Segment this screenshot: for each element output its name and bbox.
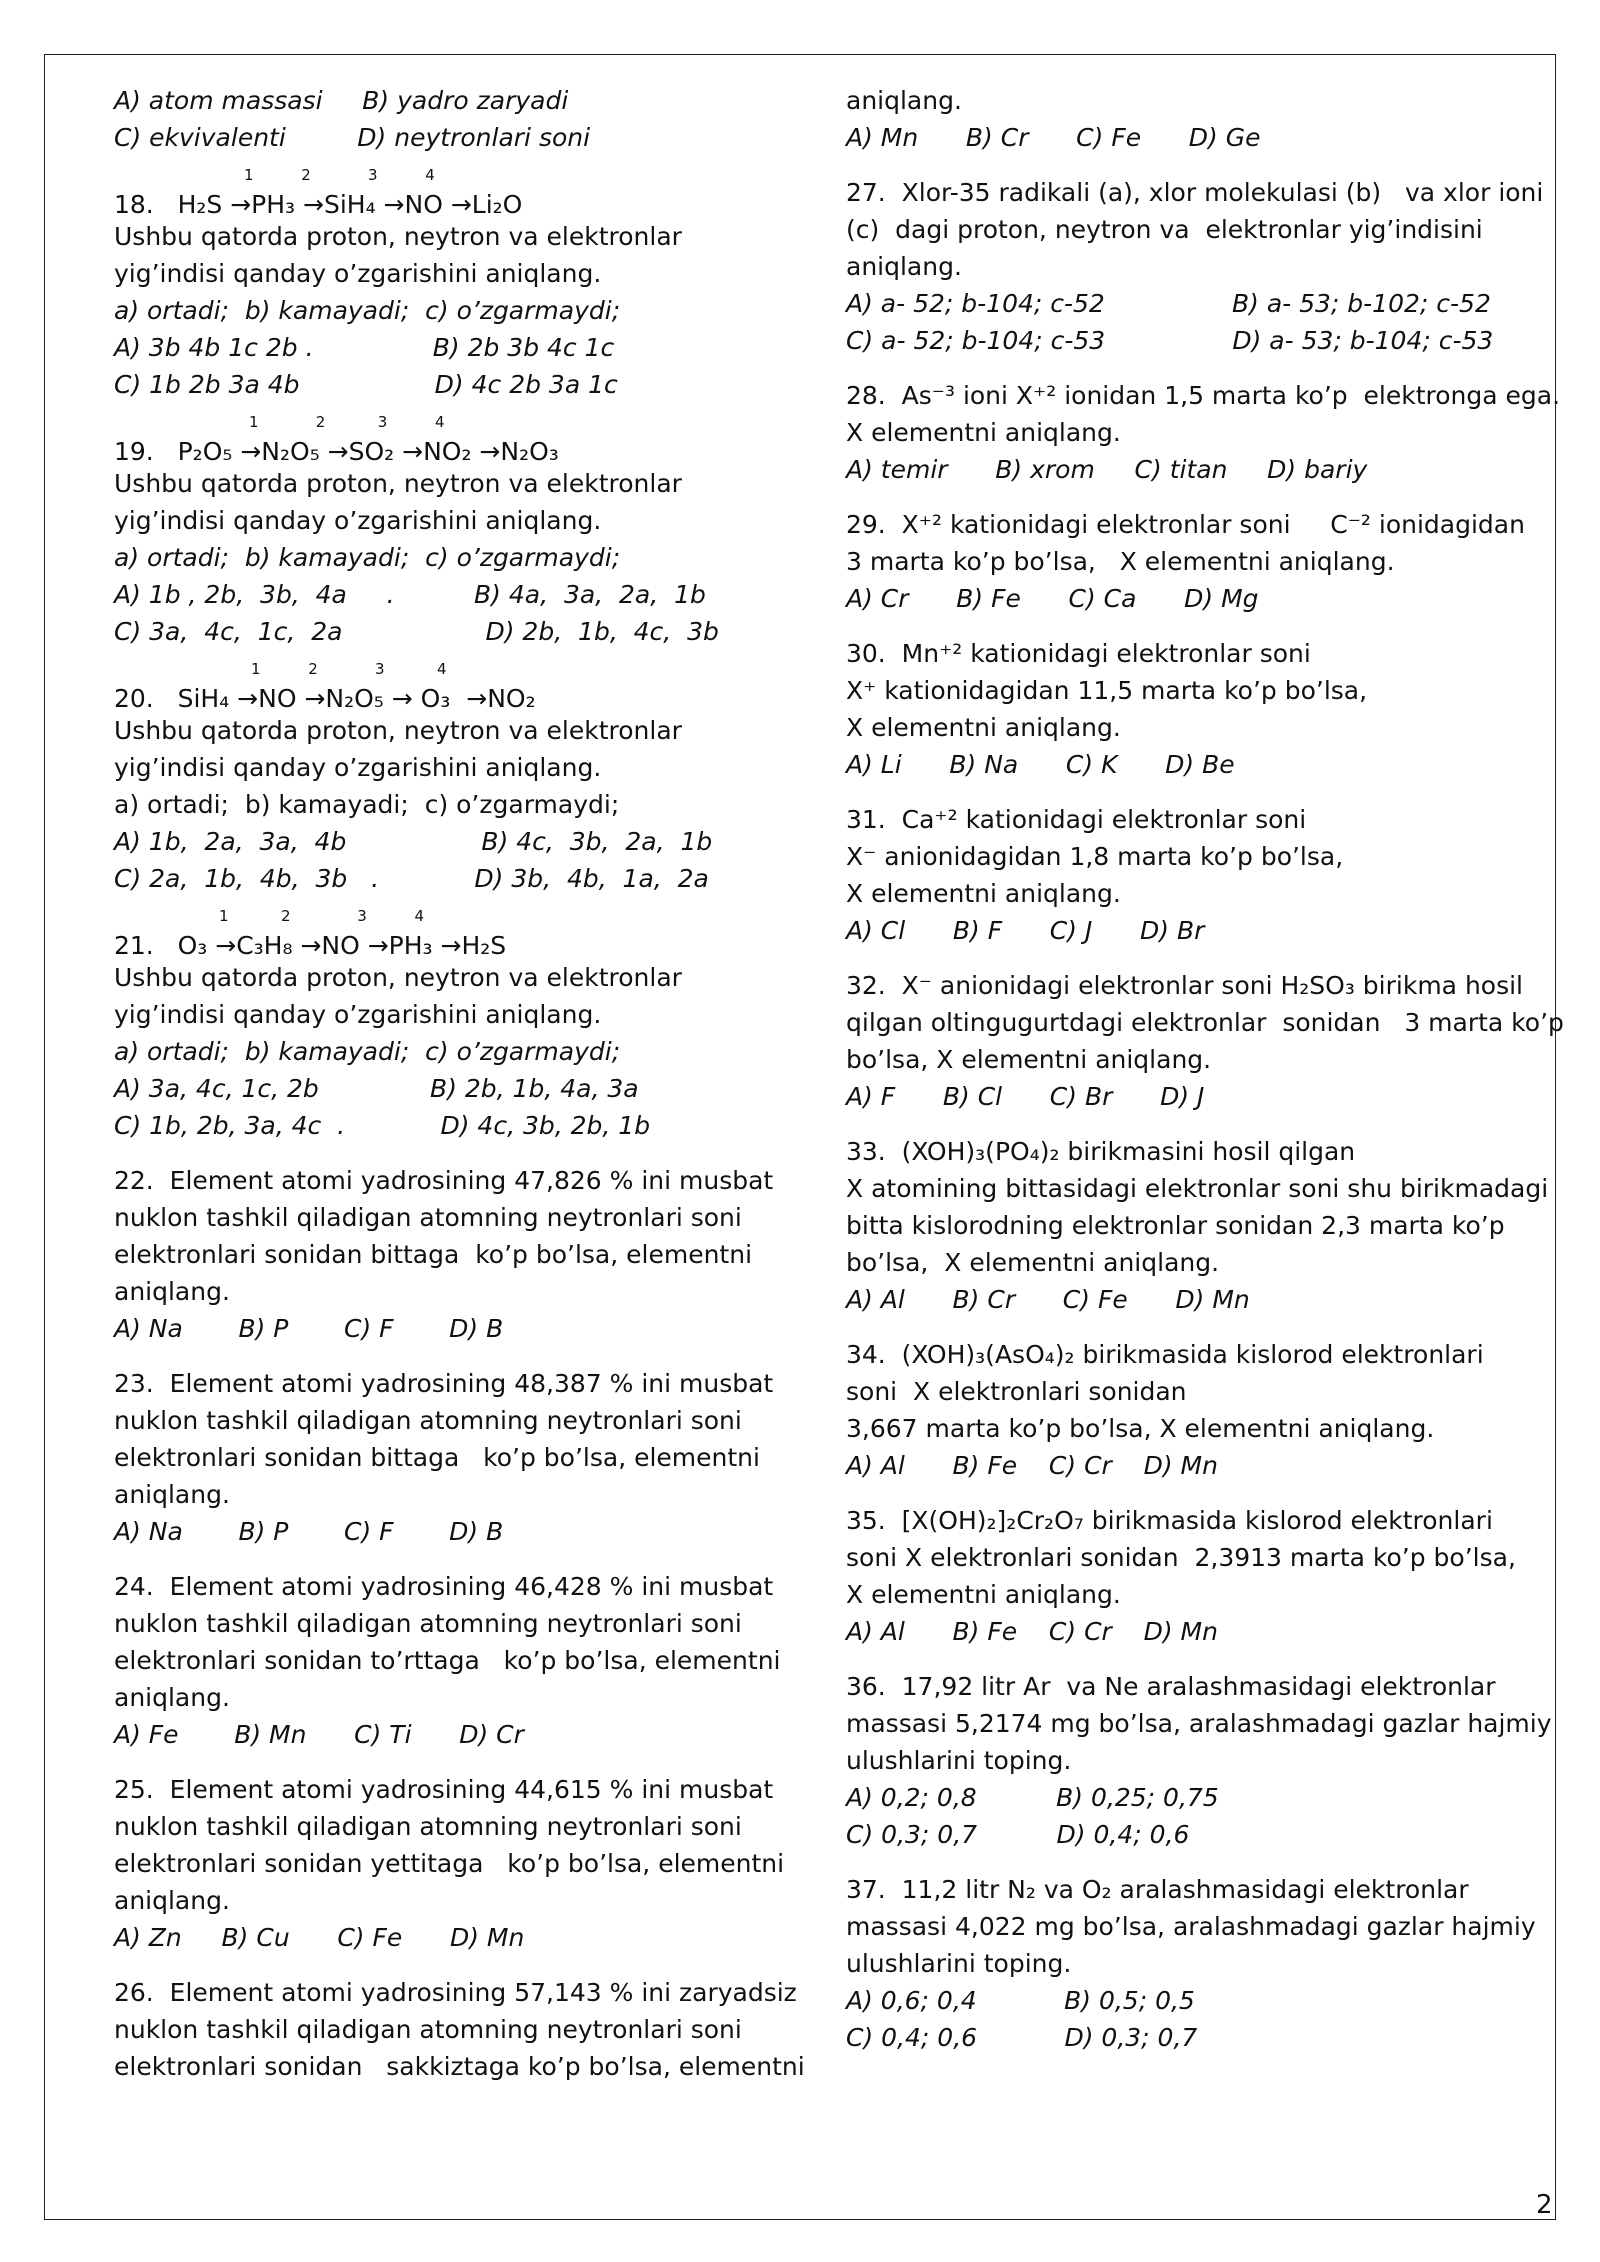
question-line: X⁺ kationidagidan 11,5 marta ko’p bo’lsa, [846,676,1368,705]
question-line: (c) dagi proton, neytron va elektronlar yig’indisini [846,215,1483,244]
answer-line: A) 1b, 2a, 3a, 4b B) 4c, 3b, 2a, 1b [114,827,713,856]
answer-line: A) 3a, 4c, 1c, 2b B) 2b, 1b, 4a, 3a [114,1074,639,1103]
question-line: 26. Element atomi yadrosining 57,143 % ini zaryadsiz [114,1978,797,2007]
answer-line: A) 0,2; 0,8 B) 0,25; 0,75 [846,1783,1219,1812]
arrow-step-numbers: 1 2 3 4 [244,166,435,184]
question-line: nuklon tashkil qiladigan atomning neytronlari soni [114,1812,742,1841]
answer-line: A) Fe B) Mn C) Ti D) Cr [114,1720,524,1749]
answer-line: A) temir B) xrom C) titan D) bariy [846,455,1368,484]
answer-line: C) 0,3; 0,7 D) 0,4; 0,6 [846,1820,1190,1849]
answer-line: A) Al B) Fe C) Cr D) Mn [846,1617,1218,1646]
reaction-chain [114,907,794,960]
question-line: X elementni aniqlang. [846,1580,1121,1609]
answer-line: A) 0,6; 0,4 B) 0,5; 0,5 [846,1986,1195,2015]
question-line: 32. X⁻ anionidagi elektronlar soni H₂SO₃ birikma hosil [846,971,1524,1000]
question-line: elektronlari sonidan bittaga ko’p bo’lsa, elementni [114,1443,760,1472]
reaction-chain [114,413,794,466]
question-line: aniqlang. [846,86,962,115]
answer-line: C) ekvivalenti D) neytronlari soni [114,123,591,152]
answer-line: A) Cr B) Fe C) Ca D) Mg [846,584,1259,613]
answer-line: a) ortadi; b) kamayadi; c) o’zgarmaydi; [114,296,621,325]
arrow-step-numbers: 1 2 3 4 [219,907,425,925]
answer-line: a) ortadi; b) kamayadi; c) o’zgarmaydi; [114,1037,621,1066]
question-line: ulushlarini toping. [846,1949,1072,1978]
question-line: massasi 5,2174 mg bo’lsa, aralashmadagi gazlar hajmiy [846,1709,1552,1738]
left-column [114,82,805,2085]
answer-line: A) a- 52; b-104; c-52 B) a- 53; b-102; c-52 [846,289,1491,318]
answer-line: A) 3b 4b 1c 2b . B) 2b 3b 4c 1c [114,333,615,362]
answer-line: A) 1b , 2b, 3b, 4a . B) 4a, 3a, 2a, 1b [114,580,706,609]
question-line: 30. Mn⁺² kationidagi elektronlar soni [846,639,1311,668]
question-line: 18. H₂S →PH₃ →SiH₄ →NO →Li₂O [114,190,523,219]
answer-line: A) Al B) Fe C) Cr D) Mn [846,1451,1218,1480]
question-line: 22. Element atomi yadrosining 47,826 % ini musbat [114,1166,774,1195]
question-line: Ushbu qatorda proton, neytron va elektronlar [114,222,682,251]
question-line: nuklon tashkil qiladigan atomning neytronlari soni [114,1203,742,1232]
question-line: bo’lsa, X elementni aniqlang. [846,1045,1212,1074]
question-line: aniqlang. [114,1886,230,1915]
question-line: 24. Element atomi yadrosining 46,428 % ini musbat [114,1572,774,1601]
question-line: X elementni aniqlang. [846,418,1121,447]
question-line: aniqlang. [114,1683,230,1712]
question-line: yig’indisi qanday o’zgarishini aniqlang. [114,259,602,288]
question-line: ulushlarini toping. [846,1746,1072,1775]
answer-line: C) 1b, 2b, 3a, 4c . D) 4c, 3b, 2b, 1b [114,1111,651,1140]
question-line: 34. (XOH)₃(AsO₄)₂ birikmasida kislorod elektronlari [846,1340,1484,1369]
arrow-step-numbers: 1 2 3 4 [249,413,445,431]
question-line: aniqlang. [846,252,962,281]
question-line: 28. As⁻³ ioni X⁺² ionidan 1,5 marta ko’p elektronga ega. [846,381,1561,410]
answer-line: A) Na B) P C) F D) B [114,1314,504,1343]
question-line: nuklon tashkil qiladigan atomning neytronlari soni [114,1406,742,1435]
question-line: 21. O₃ →C₃H₈ →NO →PH₃ →H₂S [114,931,507,960]
question-line: elektronlari sonidan yettitaga ko’p bo’lsa, elementni [114,1849,785,1878]
question-line: yig’indisi qanday o’zgarishini aniqlang. [114,753,602,782]
reaction-chain [114,660,794,713]
question-line: 37. 11,2 litr N₂ va O₂ aralashmasidagi elektronlar [846,1875,1469,1904]
question-line: soni X elektronlari sonidan 2,3913 marta ko’p bo’lsa, [846,1543,1516,1572]
question-line: 29. X⁺² kationidagi elektronlar soni C⁻² ionidagidan [846,510,1525,539]
question-line: 33. (XOH)₃(PO₄)₂ birikmasini hosil qilgan [846,1137,1356,1166]
question-line: nuklon tashkil qiladigan atomning neytronlari soni [114,1609,742,1638]
answer-line: A) atom massasi B) yadro zaryadi [114,86,569,115]
question-line: Ushbu qatorda proton, neytron va elektronlar [114,469,682,498]
answer-line: C) 0,4; 0,6 D) 0,3; 0,7 [846,2023,1198,2052]
question-line: qilgan oltingugurtdagi elektronlar sonidan 3 marta ko’p [846,1008,1564,1037]
question-line: 19. P₂O₅ →N₂O₅ →SO₂ →NO₂ →N₂O₃ [114,437,559,466]
answer-line: A) Na B) P C) F D) B [114,1517,504,1546]
question-line: 35. [X(OH)₂]₂Cr₂O₇ birikmasida kislorod elektronlari [846,1506,1493,1535]
answer-line: C) a- 52; b-104; c-53 D) a- 53; b-104; c-53 [846,326,1494,355]
question-line: soni X elektronlari sonidan [846,1377,1187,1406]
question-line: aniqlang. [114,1480,230,1509]
question-line: Ushbu qatorda proton, neytron va elektronlar [114,963,682,992]
question-line: elektronlari sonidan bittaga ko’p bo’lsa, elementni [114,1240,753,1269]
answer-line: A) Zn B) Cu C) Fe D) Mn [114,1923,525,1952]
question-line: nuklon tashkil qiladigan atomning neytronlari soni [114,2015,742,2044]
question-line: elektronlari sonidan to’rttaga ko’p bo’lsa, elementni [114,1646,781,1675]
answer-line: C) 3a, 4c, 1c, 2a D) 2b, 1b, 4c, 3b [114,617,719,646]
question-line: 27. Xlor-35 radikali (a), xlor molekulasi (b) va xlor ioni [846,178,1544,207]
question-line: yig’indisi qanday o’zgarishini aniqlang. [114,1000,602,1029]
reaction-chain [114,166,794,219]
answer-line: C) 1b 2b 3a 4b D) 4c 2b 3a 1c [114,370,618,399]
answer-line: A) F B) Cl C) Br D) J [846,1082,1205,1111]
question-line: 3,667 marta ko’p bo’lsa, X elementni aniqlang. [846,1414,1435,1443]
answer-line: C) 2a, 1b, 4b, 3b . D) 3b, 4b, 1a, 2a [114,864,709,893]
question-line: X elementni aniqlang. [846,879,1121,908]
question-line: X elementni aniqlang. [846,713,1121,742]
question-line: 20. SiH₄ →NO →N₂O₅ → O₃ →NO₂ [114,684,536,713]
question-line: yig’indisi qanday o’zgarishini aniqlang. [114,506,602,535]
answer-line: A) Al B) Cr C) Fe D) Mn [846,1285,1250,1314]
question-line: 36. 17,92 litr Ar va Ne aralashmasidagi elektronlar [846,1672,1496,1701]
right-column [846,82,1564,2056]
page-number: 2 [1536,2190,1553,2220]
arrow-step-numbers: 1 2 3 4 [251,660,447,678]
answer-line: A) Cl B) F C) J D) Br [846,916,1205,945]
question-line: massasi 4,022 mg bo’lsa, aralashmadagi gazlar hajmiy [846,1912,1536,1941]
question-line: X⁻ anionidagidan 1,8 marta ko’p bo’lsa, [846,842,1344,871]
question-line: a) ortadi; b) kamayadi; c) o’zgarmaydi; [114,790,620,819]
question-line: X atomining bittasidagi elektronlar soni shu birikmadagi [846,1174,1549,1203]
answer-line: A) Mn B) Cr C) Fe D) Ge [846,123,1261,152]
question-line: 3 marta ko’p bo’lsa, X elementni aniqlang. [846,547,1395,576]
question-line: Ushbu qatorda proton, neytron va elektronlar [114,716,682,745]
question-line: 25. Element atomi yadrosining 44,615 % ini musbat [114,1775,774,1804]
question-line: 23. Element atomi yadrosining 48,387 % ini musbat [114,1369,774,1398]
question-line: aniqlang. [114,1277,230,1306]
answer-line: a) ortadi; b) kamayadi; c) o’zgarmaydi; [114,543,621,572]
question-line: bo’lsa, X elementni aniqlang. [846,1248,1220,1277]
question-line: 31. Ca⁺² kationidagi elektronlar soni [846,805,1307,834]
answer-line: A) Li B) Na C) K D) Be [846,750,1235,779]
question-line: bitta kislorodning elektronlar sonidan 2,3 marta ko’p [846,1211,1505,1240]
question-line: elektronlari sonidan sakkiztaga ko’p bo’lsa, elementni [114,2052,805,2081]
